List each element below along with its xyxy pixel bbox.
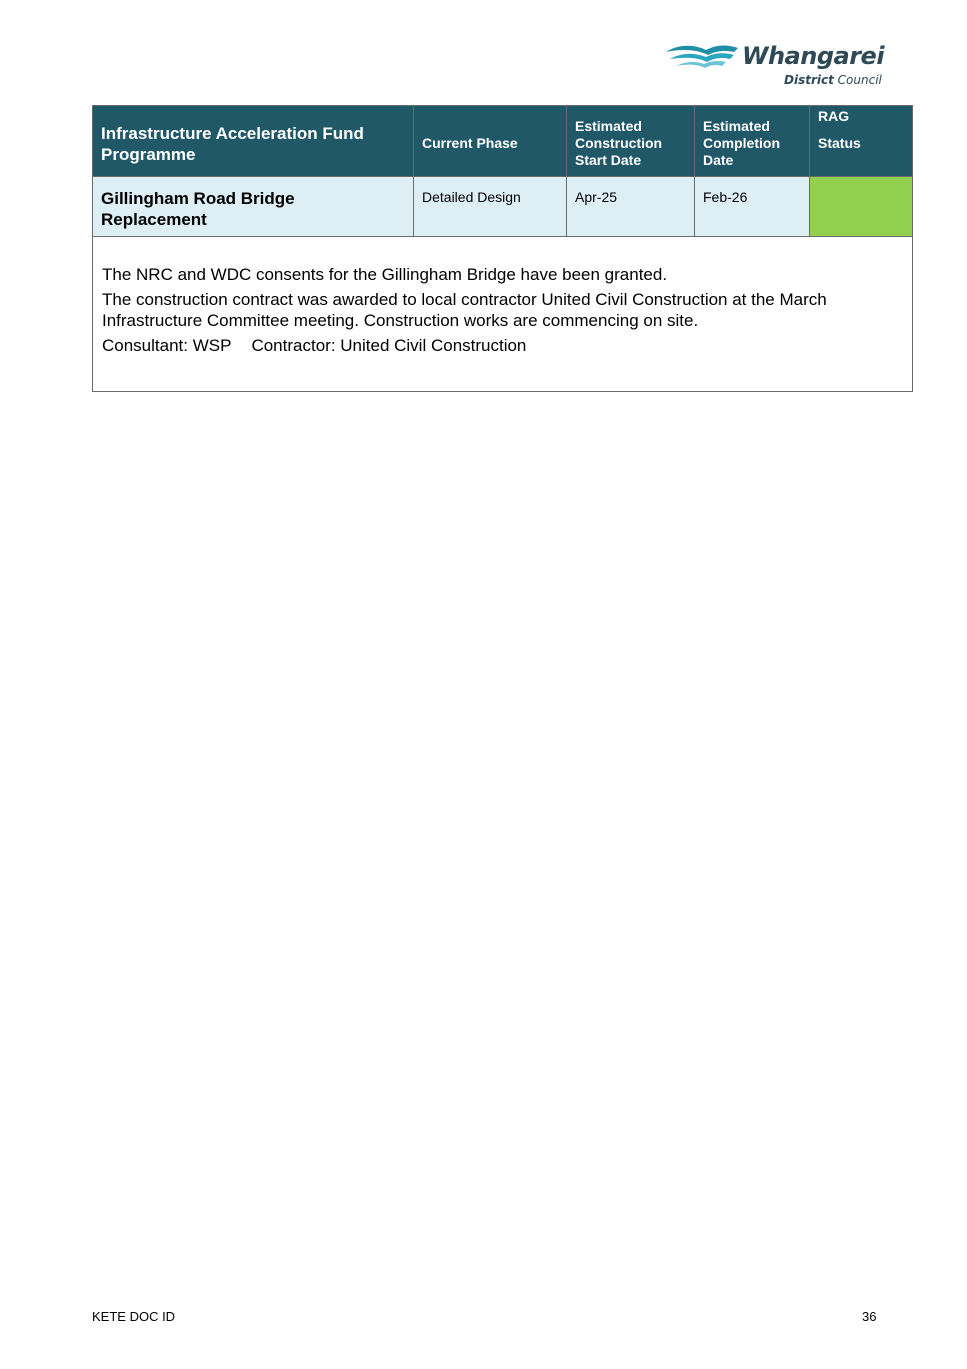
consultant-text: Consultant: WSP [102,336,232,355]
header-completion-date: Estimated Completion Date [695,106,810,177]
start-date-cell [567,177,695,237]
note-contract: The construction contract was awarded to local contractor United Civil Construction at the March Infrastructure Committee meeting. Construction works are commencing on site. [102,290,827,330]
table-row [93,177,913,237]
header-rag-status [810,106,913,177]
completion-date-cell [695,177,810,237]
header-start-date: Estimated Construction Start Date [567,106,695,177]
page-number: 36 [862,1309,877,1324]
project-name-cell [93,177,414,237]
wave-icon [664,42,740,72]
council-logo [664,40,884,92]
header-current-phase: Current Phase [414,106,567,177]
current-phase-cell [414,177,567,237]
table-header-row [93,106,913,177]
logo-wordmark: Whangarei [742,42,885,70]
rag-status-indicator [810,177,913,237]
contractor-text: Contractor: United Civil Construction [251,336,527,355]
current-phase-value: Detailed Design [422,189,521,205]
header-programme: Infrastructure Acceleration Fund Programme [93,106,414,177]
completion-date-value: Feb-26 [703,189,748,205]
project-status-table [92,105,913,392]
note-consents: The NRC and WDC consents for the Gillingham Bridge have been granted. [102,265,668,284]
header-status-label: Status [818,135,861,151]
start-date-value: Apr-25 [575,189,618,205]
notes-row [93,237,913,392]
note-parties [102,335,904,356]
logo-subtitle: District Council [784,73,882,87]
footer-doc-id: KETE DOC ID [92,1309,176,1324]
project-notes [93,237,913,392]
project-name: Gillingham Road Bridge Replacement [101,189,295,229]
header-rag-label: RAG [818,108,850,124]
